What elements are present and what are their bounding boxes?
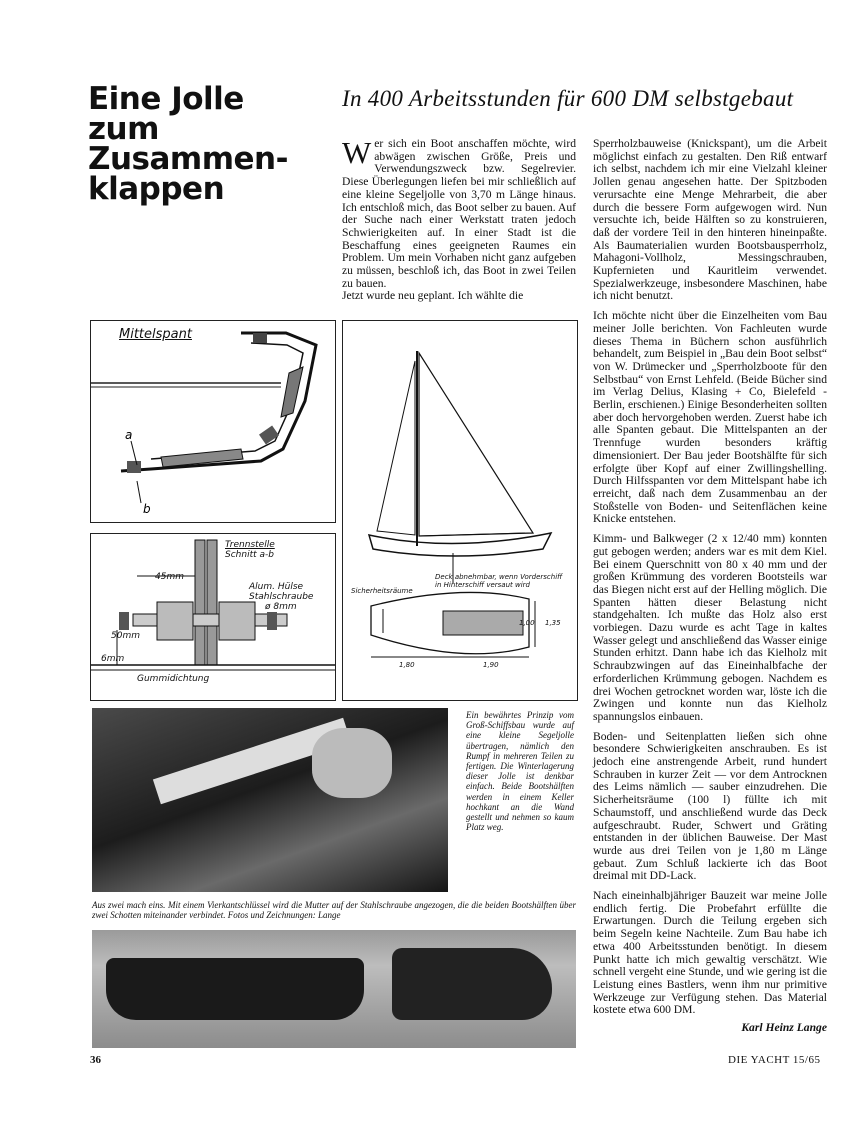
deck-note-2: in Hinterschiff versaut wird [435, 581, 530, 589]
photo-assembly [92, 708, 448, 892]
intro-text: er sich ein Boot anschaffen möchte, wird abwägen zwischen Größe, Preis und Verwendungszweck bzw. Segelrevier. Diese Überlegungen liefen bei mir schließlich auf eine kleine Segeljolle von 3,70 m Länge hinaus. Ich entschloß mich, das Boot selber zu bauen. Auf der Suche nach einer Werkstatt traten jedoch Schwierigkeiten auf. In einer Stadt ist die Beschaffung eines geeigneten Raumes ein Problem. Um mein Vorhaben nicht ganz aufgeben zu müssen, beschloß ich, das Boot in zwei Teilen zu bauen. [342, 137, 576, 290]
intro-column [342, 135, 576, 310]
figure-title: Mittelspant [119, 327, 192, 342]
right-column [593, 138, 827, 1042]
dim-190: 1,90 [483, 661, 499, 669]
paragraph: Kimm- und Balkweger (2 x 12/40 mm) konnten gut gebogen werden; anders war es mit dem Kiel. Bei einem Querschnitt von 80 x 40 mm und der großen Krümmung des vorderen Bootsteils war das Biegen nicht erst auf der Helling möglich. Die Spanten hätten dieser Belastung nicht standgehalten. Ich mußte das Holz also erst vorbiegen. Dazu wurde es acht Tage in kaltes Wasser gelegt und anschließend das Wasser einige Stunden erhitzt. Dann habe ich das Kielholz mit Schraubzwingen auf das Eineinhalbfache der erforderlichen Krümmung gebogen. Nachdem es drei Wochen getrocknet worden war, löste ich die Zwingen und konnte nun das Kielholz spannungslos einbauen. [593, 532, 827, 723]
photo-hull-half [392, 948, 552, 1020]
label-schraube-d: ø 8mm [265, 602, 297, 612]
photo-hand [312, 728, 392, 798]
headline-line: zum [88, 111, 159, 147]
photo-hull-half [106, 958, 364, 1020]
intro-text-2: Jetzt wurde neu geplant. Ich wählte die [342, 289, 524, 303]
caption-photo1: Ein bewährtes Prinzip vom Groß-Schiffsbau wurde auf eine kleine Segeljolle übertragen, nämlich den Rumpf in mehreren Teilen zu fertigen. Die Winterlagerung dieser Jolle ist denkbar einfach. Beide Bootshälften werden in einem Keller hochkant an die Wand gestellt und nehmen so kaum Platz weg. [466, 710, 574, 833]
author: Karl Heinz Lange [741, 1021, 827, 1035]
dim-45: 45mm [155, 572, 184, 582]
boat-drawing [343, 321, 577, 700]
paragraph: Nach eineinhalbjähriger Bauzeit war meine Jolle endlich fertig. Die Probefahrt erfüllte die Erwartungen. Durch die Teilung ergeben sich beim Segeln keine Nachteile. Zum Bau habe ich etwa 400 Arbeitsstunden benötigt. In diesem Punkt hatte ich mich gewaltig verschätzt. Wie schnell vergeht eine Stunde, und wie gering ist die Leistung eines Bastlers, wenn ihm nur primitive Werkzeuge zur Verfügung stehen. Das Material kostete etwa 600 DM. [593, 889, 827, 1017]
headline [88, 81, 328, 207]
trennstelle-drawing [91, 534, 335, 700]
figure-boat [342, 320, 578, 701]
label-a: a [125, 428, 133, 442]
deck-note-1: Deck abnehmbar, wenn Vorderschiff [435, 573, 563, 581]
magazine-issue: DIE YACHT 15/65 [728, 1054, 821, 1066]
headline-line: klappen [88, 171, 225, 207]
dim-180: 1,80 [399, 661, 415, 669]
label-sicherheit: Sicherheitsräume [351, 587, 413, 595]
dim-6: 6mm [101, 654, 125, 664]
subtitle: In 400 Arbeitsstunden für 600 DM selbstgebaut [342, 86, 794, 111]
dim-135: 1,35 [545, 619, 561, 627]
trennstelle-title: Trennstelle [225, 540, 275, 550]
label-b: b [143, 502, 151, 516]
page-number: 36 [90, 1054, 101, 1066]
paragraph: Ich möchte nicht über die Einzelheiten vom Bau meiner Jolle berichten. Von Fachleuten wurde dieses Thema in Büchern schon ausführlich behandelt, zum Beispiel in „Bau dein Boot selbst“ von W. Drümecker und „Sperrholzboote für den Selbstbau“ von Ernst Lehfeld. (Beide Bücher sind im Verlag Delius, Klasing + Co, Bielefeld - Berlin, erschienen.) Einige Besonderheiten sollten aber doch hervorgehoben werden. Zuerst habe ich alle Spanten gebaut. Die Mittelspanten an der Trennfuge wurden besonders kräftig dimensioniert. Der Bau jeder Bootshälfte für sich erfolgte über Kopf auf einer Zwillingshelling. Durch Hilfsspanten vor dem Mittelspant habe ich erreicht, daß nach dem Zusammenbau an der Stoßstelle von Boden- und Seitenflächen keine Knicke entstehen. [593, 309, 827, 526]
label-huelse: Alum. Hülse [249, 582, 304, 592]
photo-boat-halves [92, 930, 576, 1048]
caption-photo2: Aus zwei mach eins. Mit einem Vierkantschlüssel wird die Mutter auf der Stahlschraube angezogen, die die beiden Bootshälften über zwei Schotten miteinander verbindet. Fotos und Zeichnungen: Lange [92, 900, 576, 921]
trennstelle-schnitt: Schnitt a-b [225, 550, 274, 560]
paragraph: Sperrholzbauweise (Knickspant), um die Arbeit möglichst einfach zu gestalten. Den Riß entwarf ich selbst, nachdem ich mir eine Vielzahl kleiner Jollen genau angesehen hatte. Der Spitzboden verursachte eine Menge Mehrarbeit, die aber durch die bessere Form aufgewogen wird. Nun versuchte ich, beide Hälften so zu konstruieren, daß der vordere Teil in den hinteren hineinpaßte. Als Baumaterialien wurden Bootsbausperrholz, Mahagoni-Vollholz, Messingschrauben, Kupfernieten und Kauritleim verwendet. Spezialwerkzeuge, insbesondere Maschinen, habe ich nicht benutzt. [593, 137, 827, 303]
headline-line: Eine Jolle [88, 81, 244, 117]
figure-trennstelle [90, 533, 336, 701]
label-gummi: Gummidichtung [137, 674, 210, 684]
paragraph: Boden- und Seitenplatten ließen sich ohne besondere Schwierigkeiten anschrauben. Es ist jedoch eine anstrengende Arbeit, rund hundert Schrauben in kurzer Zeit — vor dem Antrocknen des Leims nämlich — sauber einzudrehen. Die Sicherheitsräume (100 l) füllte ich mit Schaumstoff, und anschließend wurde das Deck aufgeschraubt. Ruder, Schwert und Gräting entstanden in der üblichen Bauweise. Der Mast wurde aus drei Teilen von je 1,80 m Länge gebaut. Zum Schluß lackierte ich das Boot dreimal mit DD-Lack. [593, 729, 827, 883]
headline-line: Zusammen- [88, 141, 288, 177]
dropcap: W [342, 135, 372, 170]
dim-50: 50mm [111, 631, 140, 641]
label-schraube: Stahlschraube [249, 592, 314, 602]
figure-mittelspant [90, 320, 336, 523]
mittelspant-drawing [91, 321, 335, 522]
dim-100: 1,00 [519, 619, 535, 627]
